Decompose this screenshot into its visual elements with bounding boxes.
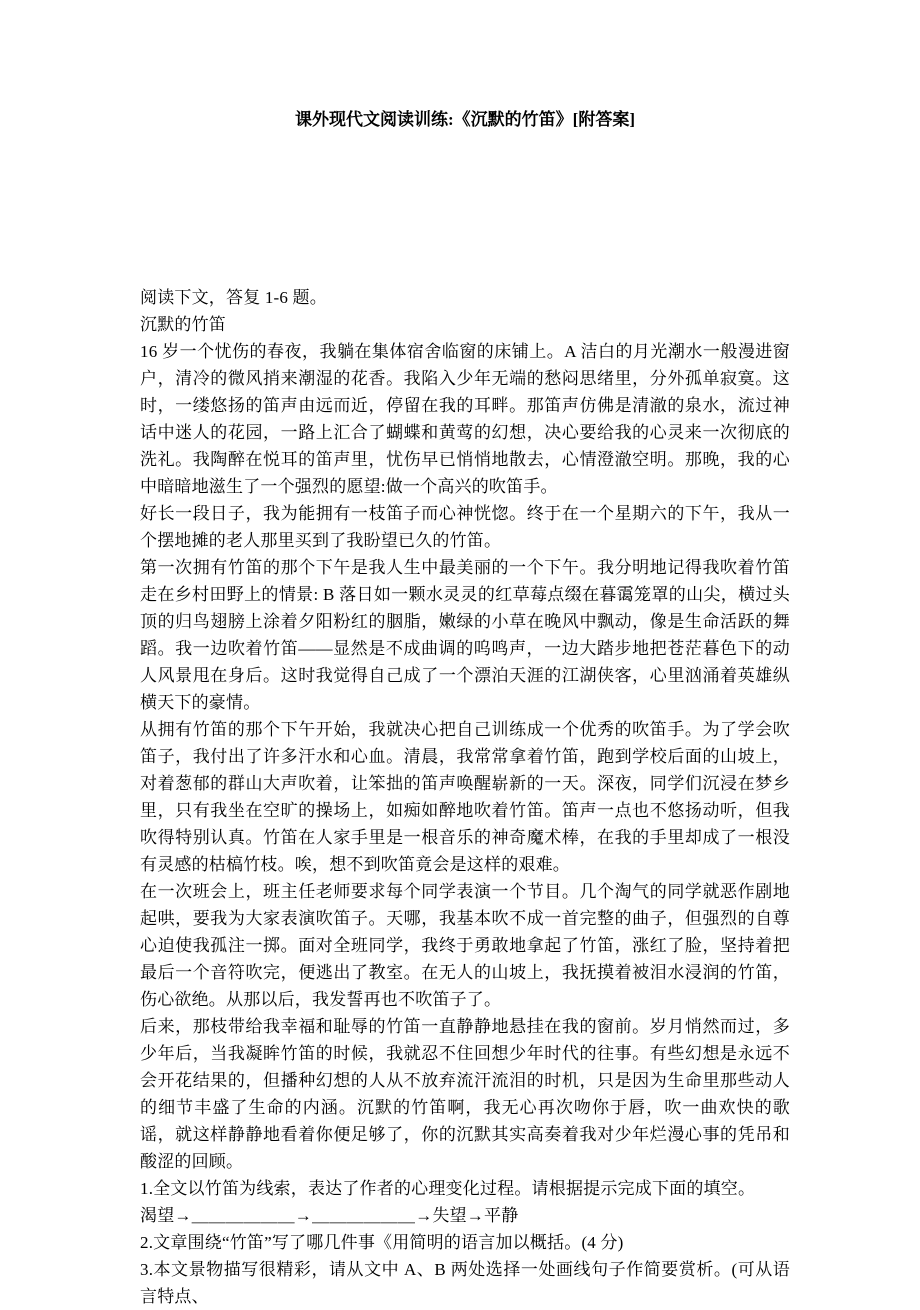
article-paragraph-2: 好长一段日子，我为能拥有一枝笛子而心神恍惚。终于在一个星期六的下午，我从一个摆地摊的老人那里买到了我盼望已久的竹笛。 (140, 504, 790, 550)
article-title: 沉默的竹笛 (140, 315, 226, 334)
article-paragraph-5: 在一次班会上，班主任老师要求每个同学表演一个节目。几个淘气的同学就恶作剧地起哄，要我为大家表演吹笛子。天哪，我基本吹不成一首完整的曲子，但强烈的自尊心迫使我孤注一掷。面对全班同学，我终于勇敢地拿起了竹笛，涨红了脸，坚持着把最后一个音符吹完，便逃出了教室。在无人的山坡上，我抚摸着被泪水浸润的竹笛，伤心欲绝。从那以后，我发誓再也不吹笛子了。 (140, 882, 790, 1009)
question-1: 1.全文以竹笛为线索，表达了作者的心理变化过程。请根据提示完成下面的填空。 (140, 1179, 756, 1198)
question-3: 3.本文景物描写很精彩，请从文中 A、B 两处选择一处画线句子作简要赏析。(可从语言特点、 (140, 1260, 790, 1306)
document-body (140, 284, 790, 1310)
reading-instruction: 阅读下文，答复 1-6 题。 (140, 288, 327, 307)
document-title: 课外现代文阅读训练:《沉默的竹笛》[附答案] (295, 110, 635, 129)
question-2: 2.文章围绕“竹笛”写了哪几件事《用简明的语言加以概括。(4 分) (140, 1233, 624, 1252)
article-paragraph-6: 后来，那枝带给我幸福和耻辱的竹笛一直静静地悬挂在我的窗前。岁月悄然而过，多少年后，当我凝眸竹笛的时候，我就忍不住回想少年时代的往事。有些幻想是永远不会开花结果的，但播种幻想的人从不放弃流汗流泪的时机，只是因为生命里那些动人的细节丰盛了生命的内涵。沉默的竹笛啊，我无心再次吻你于唇，吹一曲欢快的歌谣，就这样静静地看着你便足够了，你的沉默其实高奏着我对少年烂漫心事的凭吊和酸涩的回顾。 (140, 1017, 790, 1171)
question-1-fill-blank: 渴望→＿＿＿＿＿＿→＿＿＿＿＿＿→失望→平静 (140, 1206, 519, 1225)
article-paragraph-3: 第一次拥有竹笛的那个下午是我人生中最美丽的一个下午。我分明地记得我吹着竹笛走在乡村田野上的情景: B 落日如一颗水灵灵的红草莓点缀在暮霭笼罩的山尖，横过头顶的归鸟翅膀上涂着夕阳粉红的胭脂，嫩绿的小草在晚风中飘动，像是生命活跃的舞蹈。我一边吹着竹笛——显然是不成曲调的呜鸣声，一边大踏步地把苍茫暮色下的动人风景甩在身后。这时我觉得自己成了一个漂泊天涯的江湖侠客，心里汹涌着英雄纵横天下的豪情。 (140, 558, 790, 712)
article-paragraph-1: 16 岁一个忧伤的春夜，我躺在集体宿舍临窗的床铺上。A 洁白的月光潮水一般漫进窗户，清冷的微风捎来潮湿的花香。我陷入少年无端的愁闷思绪里，分外孤单寂寞。这时，一缕悠扬的笛声由远而近，停留在我的耳畔。那笛声仿佛是清澈的泉水，流过神话中迷人的花园，一路上汇合了蝴蝶和黄莺的幻想，决心要给我的心灵来一次彻底的洗礼。我陶醉在悦耳的笛声里，忧伤早已悄悄地散去，心情澄澈空明。那晚，我的心中暗暗地滋生了一个强烈的愿望:做一个高兴的吹笛手。 (140, 342, 790, 496)
article-paragraph-4: 从拥有竹笛的那个下午开始，我就决心把自己训练成一个优秀的吹笛手。为了学会吹笛子，我付出了许多汗水和心血。清晨，我常常拿着竹笛，跑到学校后面的山坡上，对着葱郁的群山大声吹着，让笨拙的笛声唤醒崭新的一天。深夜，同学们沉浸在梦乡里，只有我坐在空旷的操场上，如痴如醉地吹着竹笛。笛声一点也不悠扬动听，但我吹得特别认真。竹笛在人家手里是一根音乐的神奇魔术棒，在我的手里却成了一根没有灵感的枯槁竹枝。唉，想不到吹笛竟会是这样的艰难。 (140, 720, 790, 874)
